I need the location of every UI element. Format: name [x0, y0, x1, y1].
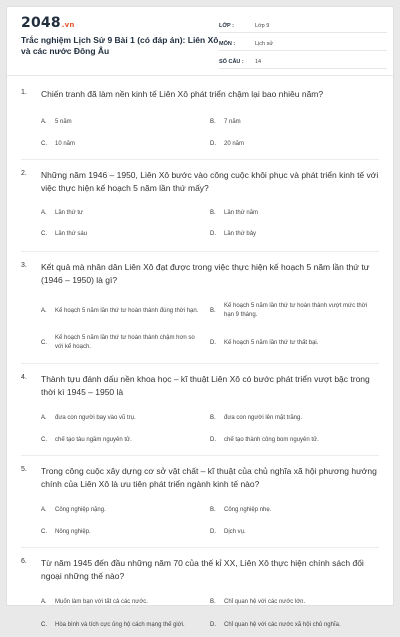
- option-c[interactable]: [41, 613, 210, 637]
- option-key: A.: [41, 414, 47, 421]
- meta-label: MÔN :: [219, 40, 236, 47]
- option-a[interactable]: [41, 203, 210, 224]
- option-key: D.: [210, 140, 216, 147]
- question-4: [7, 373, 393, 451]
- question-divider: [21, 251, 379, 252]
- option-text: Muốn làm bạn với tất cả các nước.: [55, 598, 148, 605]
- question-number: 2.: [21, 170, 27, 177]
- option-text: Công nghiệp nhẹ.: [224, 506, 272, 513]
- option-text: Hòa bình và tích cực ủng hộ cách mạng thế giới.: [55, 621, 185, 628]
- option-d[interactable]: [210, 327, 379, 359]
- document-meta: [219, 19, 387, 73]
- option-c[interactable]: [41, 224, 210, 245]
- option-text: đưa con người lên mặt trăng.: [224, 414, 303, 421]
- question-2: [7, 169, 393, 245]
- option-key: B.: [210, 210, 216, 216]
- option-text: Nông nghiệp.: [55, 528, 91, 535]
- option-key: C.: [41, 231, 47, 237]
- option-b[interactable]: [210, 591, 379, 613]
- options: [21, 407, 379, 451]
- option-key: C.: [41, 436, 47, 443]
- option-a[interactable]: [41, 407, 210, 429]
- option-a[interactable]: [41, 111, 210, 133]
- meta-value: Lịch sử: [255, 40, 274, 47]
- option-c[interactable]: [41, 521, 210, 543]
- options: [21, 295, 379, 359]
- options: [21, 111, 379, 155]
- header-divider: [7, 75, 393, 76]
- question-number: 3.: [21, 262, 27, 269]
- meta-label: LỚP :: [219, 22, 234, 29]
- option-key: D.: [210, 436, 216, 443]
- question-6: [7, 557, 393, 637]
- question-text: Kết quả mà nhân dân Liên Xô đạt được trong việc thực hiện kế hoạch 5 năm lần thứ tư (1946 – 1950) là gì?: [41, 262, 370, 285]
- options: [21, 499, 379, 543]
- options: [21, 591, 379, 637]
- option-text: Kế hoạch 5 năm lần thứ tư thất bại.: [224, 339, 319, 346]
- question-text: Trong công cuộc xây dựng cơ sở vật chất – kĩ thuật của chủ nghĩa xã hội phương hướng chính của Liên Xô là ưu tiên phát triển ngành kinh tế nào?: [41, 466, 377, 489]
- option-c[interactable]: [41, 133, 210, 155]
- option-key: B.: [210, 118, 216, 125]
- option-key: A.: [41, 506, 47, 513]
- meta-label: SỐ CÂU :: [219, 58, 244, 65]
- options: [21, 203, 379, 245]
- option-key: A.: [41, 598, 47, 605]
- option-text: Chỉ quan hệ với các nước lớn.: [224, 598, 306, 605]
- option-key: C.: [41, 339, 47, 346]
- option-text: Kế hoạch 5 năm lần thứ tư hoàn thành đúng thời hạn.: [55, 307, 199, 314]
- meta-value: 14: [255, 58, 262, 65]
- option-a[interactable]: [41, 295, 210, 327]
- option-text: 20 năm: [224, 140, 245, 147]
- option-b[interactable]: [210, 111, 379, 133]
- option-key: B.: [210, 414, 216, 421]
- option-d[interactable]: [210, 133, 379, 155]
- question-1: [7, 88, 393, 155]
- option-text: Công nghiệp nặng.: [55, 506, 106, 513]
- option-text: Kế hoạch 5 năm lần thứ tư hoàn thành vượt mức thời hạn 9 tháng.: [224, 303, 368, 318]
- option-b[interactable]: [210, 295, 379, 327]
- question-divider: [21, 363, 379, 364]
- option-b[interactable]: [210, 499, 379, 521]
- option-text: Lần thứ sáu: [55, 231, 88, 237]
- option-text: Lần thứ tư: [55, 210, 84, 216]
- document-header: [7, 7, 393, 75]
- option-text: Lần thứ năm: [224, 210, 259, 216]
- option-c[interactable]: [41, 429, 210, 451]
- meta-row-class: [219, 19, 387, 33]
- question-number: 4.: [21, 374, 27, 381]
- option-a[interactable]: [41, 591, 210, 613]
- question-text: Từ năm 1945 đến đầu những năm 70 của thế kỉ XX, Liên Xô thực hiện chính sách đối ngoại những thế nào?: [41, 558, 364, 581]
- question-divider: [21, 455, 379, 456]
- meta-row-subject: [219, 37, 387, 51]
- question-3: [7, 261, 393, 359]
- logo-text: 2048: [21, 15, 61, 31]
- option-key: B.: [210, 598, 216, 605]
- document-page: [6, 6, 394, 628]
- option-text: 10 năm: [55, 140, 76, 147]
- meta-row-count: [219, 55, 387, 69]
- option-key: D.: [210, 528, 216, 535]
- option-text: 7 năm: [224, 118, 241, 125]
- option-text: Kế hoạch 5 năm lần thứ tư hoàn thành chậm hơn so với kế hoạch.: [55, 335, 195, 350]
- option-key: D.: [210, 231, 216, 237]
- question-divider: [21, 159, 379, 160]
- option-key: A.: [41, 118, 47, 125]
- question-number: 6.: [21, 558, 27, 565]
- option-text: Lần thứ bảy: [224, 231, 257, 237]
- option-text: chế tạo thành công bom nguyên tử.: [224, 436, 319, 443]
- option-key: A.: [41, 307, 47, 314]
- question-text: Chiến tranh đã làm nền kinh tế Liên Xô phát triển chậm lại bao nhiêu năm?: [41, 89, 324, 99]
- option-key: C.: [41, 528, 47, 535]
- question-number: 5.: [21, 466, 27, 473]
- option-text: Chỉ quan hệ với các nước xã hội chủ nghĩa.: [224, 621, 341, 628]
- option-text: chế tạo tàu ngầm nguyên tử.: [55, 436, 132, 443]
- option-d[interactable]: [210, 521, 379, 543]
- option-key: D.: [210, 339, 216, 346]
- option-b[interactable]: [210, 203, 379, 224]
- question-divider: [21, 547, 379, 548]
- option-key: D.: [210, 621, 216, 628]
- option-d[interactable]: [210, 429, 379, 451]
- option-d[interactable]: [210, 224, 379, 245]
- option-text: 5 năm: [55, 118, 72, 125]
- meta-value: Lớp 9: [255, 22, 270, 29]
- question-text: Những năm 1946 – 1950, Liên Xô bước vào công cuộc khôi phục và phát triển kinh tế với việc thực hiện kế hoạch 5 năm lần thứ mấy?: [41, 170, 379, 193]
- question-text: Thành tựu đánh dấu nền khoa học – kĩ thuật Liên Xô có bước phát triển vượt bậc trong thời kì 1945 – 1950 là: [41, 374, 370, 397]
- option-c[interactable]: [41, 327, 210, 359]
- option-d[interactable]: [210, 613, 379, 637]
- option-key: C.: [41, 140, 47, 147]
- option-a[interactable]: [41, 499, 210, 521]
- option-text: đưa con người bay vào vũ trụ.: [55, 414, 136, 421]
- option-key: B.: [210, 506, 216, 513]
- option-key: C.: [41, 621, 47, 628]
- option-key: A.: [41, 210, 47, 216]
- option-text: Dịch vụ.: [224, 528, 246, 535]
- question-5: [7, 465, 393, 543]
- document-title: Trắc nghiệm Lịch Sử 9 Bài 1 (có đáp án): Liên Xô và các nước Đông Âu: [21, 35, 219, 56]
- question-number: 1.: [21, 89, 27, 96]
- logo-suffix: .vn: [61, 21, 75, 29]
- option-b[interactable]: [210, 407, 379, 429]
- option-key: B.: [210, 307, 216, 314]
